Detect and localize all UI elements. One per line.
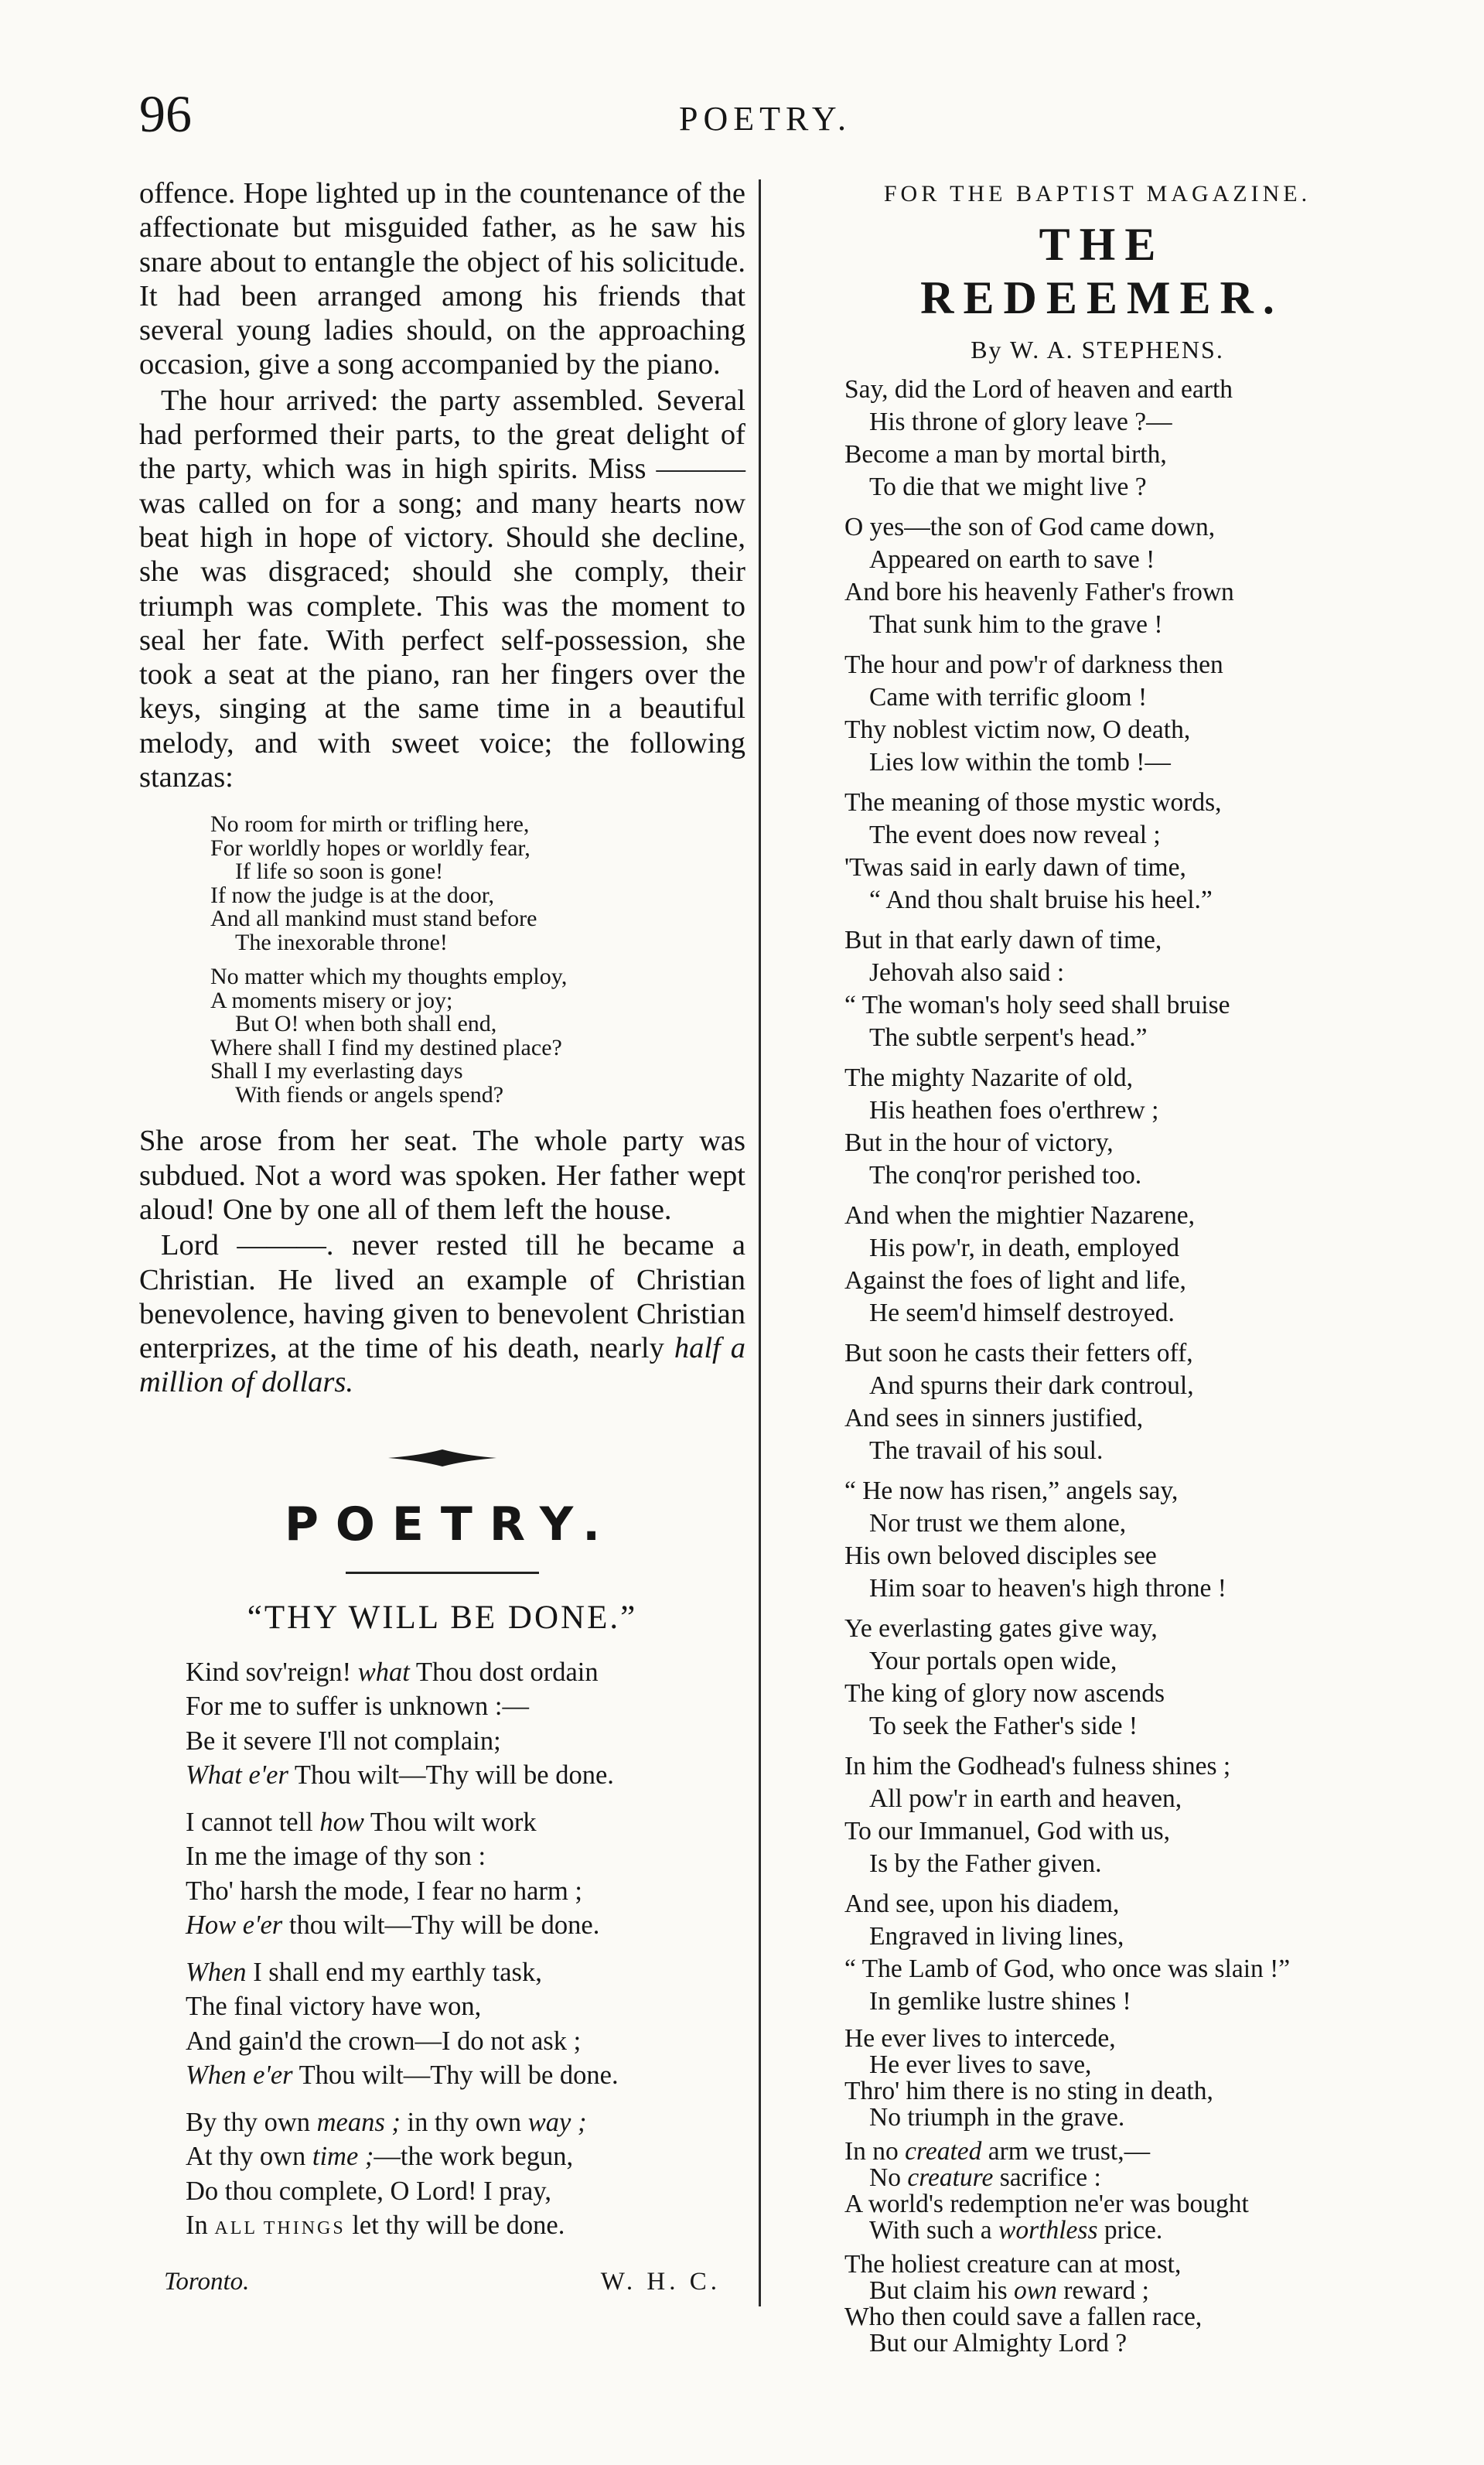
verse-line: Came with terrific gloom ! (869, 683, 1148, 712)
verse-line: What e'er Thou wilt—Thy will be done. (186, 1760, 614, 1791)
verse-line: Engraved in living lines, (869, 1922, 1124, 1951)
verse-line: Is by the Father given. (869, 1849, 1102, 1878)
verse-line: His heathen foes o'erthrew ; (869, 1096, 1159, 1125)
verse-line: To our Immanuel, God with us, (844, 1817, 1171, 1845)
verse-line: Where shall I find my destined place? (210, 1034, 562, 1060)
stanza (186, 1655, 745, 1793)
verse-line: And bore his heavenly Father's frown (844, 578, 1234, 606)
verse-line: Who then could save a fallen race, (844, 2303, 1203, 2331)
verse-line: “ The woman's holy seed shall bruise (844, 991, 1230, 1019)
text-run: Lord ———. never rested till he became a Christian. He lived an example of Christian benevolence, having given to benevolent Christian enterprizes, at the time of his death, nearly (139, 1229, 745, 1365)
verse-line: The travail of his soul. (869, 1436, 1104, 1465)
verse-line: The conq'ror perished too. (869, 1161, 1142, 1190)
verse-line: Your portals open wide, (869, 1647, 1117, 1675)
verse-line: Appeared on earth to save ! (869, 545, 1155, 574)
paragraph (139, 1228, 745, 1399)
verse-line: How e'er thou wilt—Thy will be done. (186, 1910, 600, 1941)
verse-line: The mighty Nazarite of old, (844, 1064, 1134, 1092)
story-conclusion (139, 1124, 745, 1399)
verse-line: In me the image of thy son : (186, 1842, 486, 1872)
emphasis: half a million of dollars. (139, 1332, 745, 1399)
stanza (844, 1613, 1350, 1743)
stanza (210, 813, 745, 954)
story-prose (139, 176, 745, 794)
right-column (844, 176, 1350, 2357)
stanza (186, 2105, 745, 2246)
verse-line: He ever lives to save, (869, 2050, 1092, 2079)
verse-line: Kind sov'reign! what Thou dost ordain (186, 1657, 599, 1687)
verse-line: In him the Godhead's fulness shines ; (844, 1752, 1231, 1780)
verse-line: The subtle serpent's head.” (869, 1023, 1148, 1052)
verse-line: O yes—the son of God came down, (844, 513, 1216, 541)
verse-line: To die that we might live ? (869, 473, 1147, 501)
verse-line: With such a worthless price. (869, 2216, 1163, 2245)
verse-line: When e'er Thou wilt—Thy will be done. (186, 2060, 619, 2091)
title-rule (346, 1572, 539, 1574)
verse-line: The event does now reveal ; (869, 821, 1161, 849)
section-title: POETRY. (284, 1497, 618, 1552)
stanza (210, 965, 745, 1107)
verse-line: I cannot tell how Thou wilt work (186, 1807, 537, 1837)
verse-line: “ And thou shalt bruise his heel.” (869, 886, 1213, 914)
stanza (844, 2139, 1350, 2244)
verse-line: But in the hour of victory, (844, 1128, 1114, 1157)
verse-line: And see, upon his diadem, (844, 1890, 1120, 1918)
stanza (844, 2026, 1350, 2131)
paragraph: She arose from her seat. The whole party was subdued. Not a word was spoken. Her father wept aloud! One by one all of them left the house. (139, 1125, 745, 1226)
verse-line: At thy own time ;—the work begun, (186, 2142, 574, 2172)
verse-line: No room for mirth or trifling here, (210, 811, 530, 838)
stanza (844, 511, 1350, 641)
verse-line: That sunk him to the grave ! (869, 610, 1163, 639)
verse-line: His throne of glory leave ?— (869, 408, 1172, 436)
verse-line: To seek the Father's side ! (869, 1712, 1138, 1740)
verse-line: And spurns their dark controul, (869, 1371, 1194, 1400)
left-column (139, 176, 745, 2296)
verse-line: “ He now has risen,” angels say, (844, 1477, 1179, 1505)
verse-line: And gain'd the crown—I do not ask ; (186, 2026, 582, 2056)
verse-line: Lies low within the tomb !— (869, 748, 1171, 777)
verse-line: Him soar to heaven's high throne ! (869, 1574, 1226, 1603)
verse-line: A world's redemption ne'er was bought (844, 2190, 1249, 2218)
signature-place: Toronto. (164, 2267, 250, 2296)
stanza (844, 1475, 1350, 1605)
verse-line: Thy noblest victim now, O death, (844, 715, 1191, 744)
signature-initials: W. H. C. (600, 2267, 721, 2296)
verse-line: All pow'r in earth and heaven, (869, 1784, 1182, 1813)
verse-line: Against the foes of light and life, (844, 1266, 1186, 1295)
stanza (844, 924, 1350, 1054)
verse-line: But soon he casts their fetters off, (844, 1339, 1193, 1367)
verse-line: And when the mightier Nazarene, (844, 1201, 1196, 1230)
verse-line: No creature sacrifice : (869, 2163, 1101, 2192)
poem-thy-will-be-done (186, 1655, 745, 2246)
stanza (844, 649, 1350, 779)
verse-line: Jehovah also said : (869, 958, 1065, 987)
verse-line: In ALL THINGS let thy will be done. (186, 2211, 565, 2241)
stanza (844, 2252, 1350, 2357)
inset-song (210, 813, 745, 1107)
stanza (844, 1750, 1350, 1880)
verse-line: When I shall end my earthly task, (186, 1957, 542, 1987)
verse-line: He seem'd himself destroyed. (869, 1299, 1175, 1327)
verse-line: Shall I my everlasting days (210, 1058, 463, 1084)
verse-line: Thro' him there is no sting in death, (844, 2077, 1213, 2105)
ornament-rule-icon (388, 1445, 496, 1471)
verse-line: His pow'r, in death, employed (869, 1234, 1180, 1262)
verse-line: Be it severe I'll not complain; (186, 1726, 501, 1756)
running-head: POETRY. (678, 100, 852, 138)
verse-line: If now the judge is at the door, (210, 882, 495, 908)
verse-line: But in that early dawn of time, (844, 926, 1162, 954)
verse-line: A moments misery or joy; (210, 987, 453, 1013)
verse-line: No triumph in the grave. (869, 2103, 1125, 2132)
stanza (844, 787, 1350, 917)
signature (164, 2268, 721, 2296)
verse-line: But claim his own reward ; (869, 2276, 1149, 2305)
verse-line: He ever lives to intercede, (844, 2024, 1116, 2053)
verse-line: The inexorable throne! (235, 929, 448, 955)
verse-line: “ The Lamb of God, who once was slain !” (844, 1955, 1291, 1983)
poem-title: “THY WILL BE DONE.” (247, 1599, 638, 1636)
stanza (844, 374, 1350, 504)
verse-line: His own beloved disciples see (844, 1541, 1157, 1570)
verse-line: 'Twas said in early dawn of time, (844, 853, 1186, 882)
poem-title: THE REDEEMER. (920, 219, 1284, 323)
verse-line: The meaning of those mystic words, (844, 788, 1222, 817)
stanza (186, 1955, 745, 2093)
poem-the-redeemer (844, 374, 1350, 2357)
verse-line: Say, did the Lord of heaven and earth (844, 375, 1233, 404)
paragraph: offence. Hope lighted up in the countenance of the affectionate but misguided father, as he saw his snare about to entangle the object of his solicitude. It had been arranged among his friends that several young ladies should, on the approaching occasion, give a song accompanied by the piano. (139, 177, 745, 381)
verse-line: The holiest creature can at most, (844, 2250, 1182, 2279)
verse-line: With fiends or angels spend? (235, 1081, 504, 1108)
verse-line: The final victory have won, (186, 1992, 482, 2022)
stanza (844, 1200, 1350, 1330)
verse-line: No matter which my thoughts employ, (210, 964, 568, 990)
stanza (186, 1805, 745, 1943)
stanza (844, 1337, 1350, 1467)
verse-line: Tho' harsh the mode, I fear no harm ; (186, 1876, 583, 1906)
verse-line: In no created arm we trust,— (844, 2137, 1151, 2166)
verse-line: But O! when both shall end, (235, 1011, 497, 1037)
column-divider (759, 179, 761, 2306)
verse-line: But our Almighty Lord ? (869, 2329, 1127, 2357)
verse-line: By thy own means ; in thy own way ; (186, 2107, 587, 2137)
page-number: 96 (139, 84, 192, 143)
stanza (844, 1062, 1350, 1192)
verse-line: For me to suffer is unknown :— (186, 1692, 530, 1722)
verse-line: Become a man by mortal birth, (844, 440, 1167, 469)
verse-line: The hour and pow'r of darkness then (844, 650, 1223, 679)
stanza (844, 1888, 1350, 2018)
verse-line: Nor trust we them alone, (869, 1509, 1127, 1538)
verse-line: For worldly hopes or worldly fear, (210, 835, 530, 861)
verse-line: The king of glory now ascends (844, 1679, 1165, 1708)
verse-line: Ye everlasting gates give way, (844, 1614, 1158, 1643)
verse-line: Do thou complete, O Lord! I pray, (186, 2176, 551, 2206)
source-line: FOR THE BAPTIST MAGAZINE. (883, 181, 1312, 207)
byline: By W. A. STEPHENS. (971, 336, 1224, 364)
verse-line: In gemlike lustre shines ! (869, 1987, 1131, 2016)
verse-line: And all mankind must stand before (210, 906, 537, 932)
verse-line: If life so soon is gone! (235, 859, 444, 885)
verse-line: And sees in sinners justified, (844, 1404, 1144, 1432)
paragraph: The hour arrived: the party assembled. Several had performed their parts, to the great delight of the party, which was in high spirits. Miss ——— was called on for a song; and many hearts now beat high in hope of victory. Should she decline, she was disgraced; should she comply, their triumph was complete. This was the moment to seal her fate. With perfect self-possession, she took a seat at the piano, ran her fingers over the keys, singing at the same time in a beautiful melody, and with sweet voice; the following stanzas: (139, 384, 745, 794)
